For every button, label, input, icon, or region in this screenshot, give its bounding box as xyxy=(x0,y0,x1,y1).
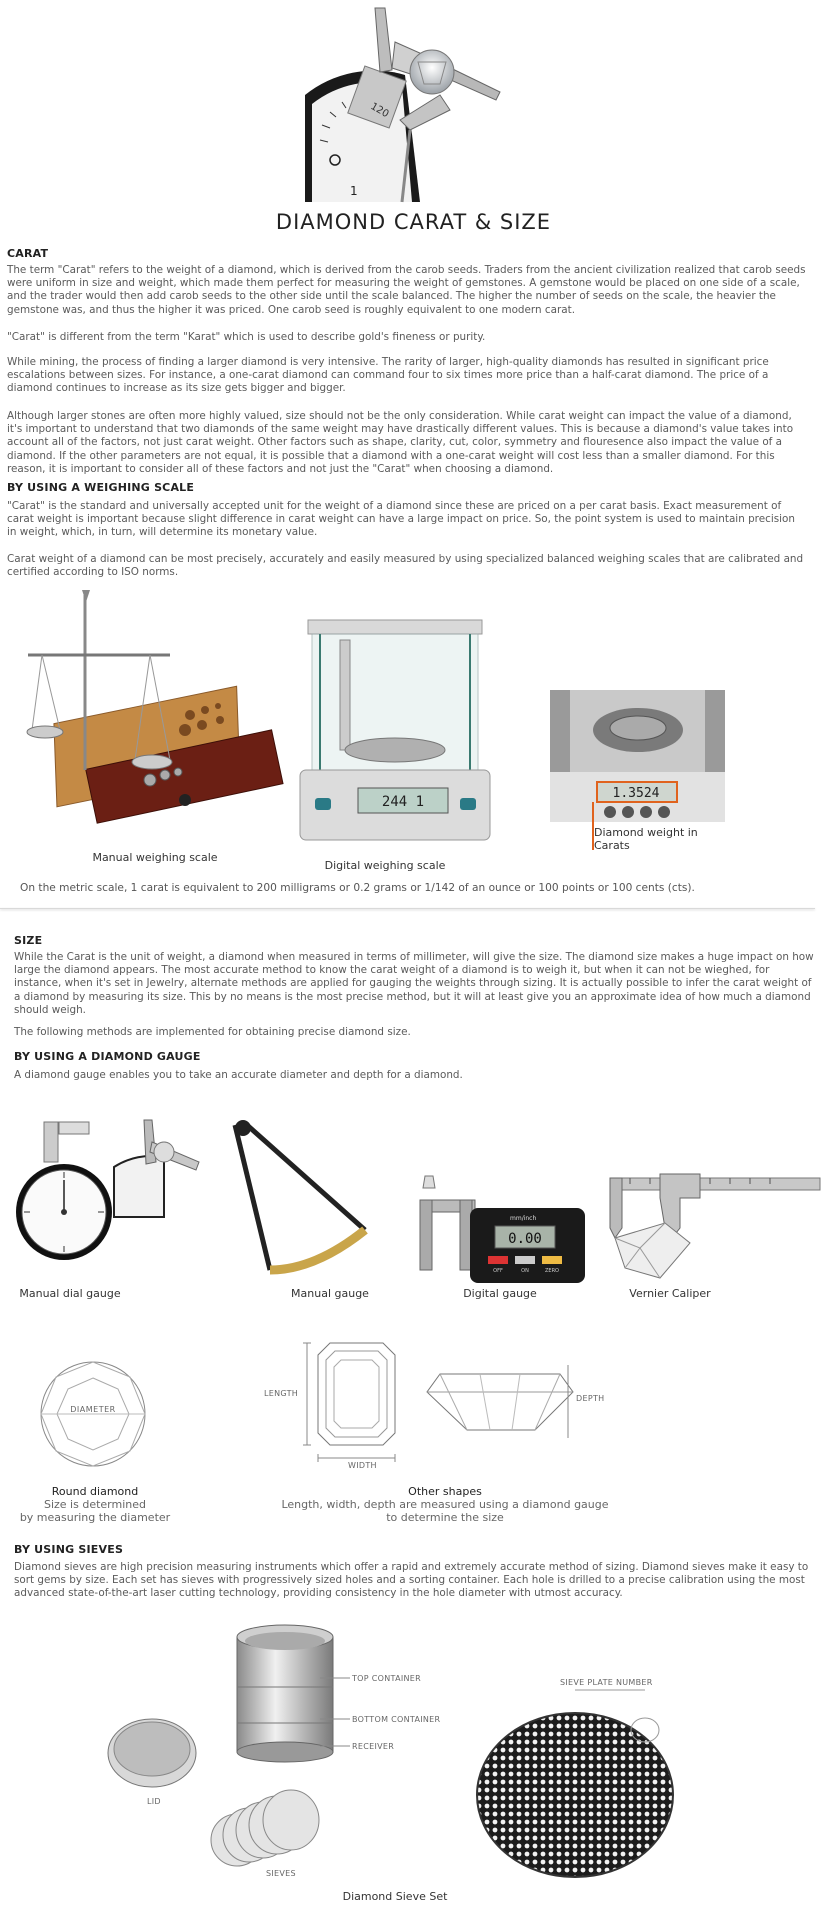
digital-gauge-unit: mm/inch xyxy=(510,1215,537,1222)
carat-paragraph-origin: The term "Carat" refers to the weight of a diamond, which is derived from the carob seeds. Traders from the ancient civilization realized that carob seeds were uniform in size and weight, which made them perfect for measuring the weight of gemstones. A gemstone would be placed on one side of a scale, and the trader would then add carob seeds to the other side until the scale balanced. The higher the number of seeds on the scale, the heavier the gemstone was, and thus the higher it was priced. One carob seed is roughly equivalent to one modern carat. xyxy=(7,264,806,316)
weighing-paragraph-iso: Carat weight of a diamond can be most precisely, accurately and easily measured by using specialized balanced weighing scales that are calibrated and certified according to ISO norms. xyxy=(7,553,804,579)
other-shapes-title: Other shapes xyxy=(408,1485,482,1498)
carat-weight-caption-line2: Carats xyxy=(594,839,630,852)
digital-gauge-caption: Digital gauge xyxy=(463,1287,537,1300)
sieve-plate-image xyxy=(475,1690,675,1880)
weighing-scale-heading: BY USING A WEIGHING SCALE xyxy=(7,481,195,494)
carat-weight-caption-line1: Diamond weight in xyxy=(594,826,698,839)
sieves-paragraph: Diamond sieves are high precision measuring instruments which offer a rapid and extremely accurate method of sizing. Diamond sieves make it easy to sort gems by size. Each set has sieves with progressively sized holes and a sorting container. Each hole is drilled to a precise calibration using the most advanced state-of-the-art laser cutting technology, providing consistency in the hole diameter with utmost accuracy. xyxy=(14,1561,809,1600)
section-divider xyxy=(0,908,815,909)
sieves-heading: BY USING SIEVES xyxy=(14,1543,124,1556)
digital-gauge-zero: ZERO xyxy=(545,1268,559,1274)
carat-paragraph-value: Although larger stones are often more highly valued, size should not be the only consideration. While carat weight can impact the value of a diamond, it's important to understand that two diamonds of the same weight may have drastically different values. This is because a diamond's value takes into account all of the factors, not just carat weight. Other factors such as shape, clarity, cut, color, symmetry and flouresence also impact the value of a diamond. If the other parameters are not equal, it is possible that a diamond with a one-carat weight will cost less than a smaller diamond. For this reason, it is important to consider all of these factors and not just the "Carat" when choosing a diamond. xyxy=(7,410,794,475)
carat-paragraph-karat: "Carat" is different from the term "Karat" which is used to describe gold's fineness or purity. xyxy=(7,331,486,343)
vernier-caliper-caption: Vernier Caliper xyxy=(629,1287,711,1300)
depth-label: DEPTH xyxy=(576,1394,605,1403)
size-paragraph-methods: The following methods are implemented for obtaining precise diamond size. xyxy=(14,1026,411,1038)
metric-equivalence-note: On the metric scale, 1 carat is equivalent to 200 milligrams or 0.2 grams or 1/142 of an ounce or 100 points or 100 cents (cts). xyxy=(20,882,695,894)
other-shapes-line1: Length, width, depth are measured using a diamond gauge xyxy=(281,1498,609,1511)
digital-weighing-scale-image xyxy=(300,620,490,850)
bottom-container-label: BOTTOM CONTAINER xyxy=(352,1715,441,1724)
size-paragraph-intro: While the Carat is the unit of weight, a diamond when measured in terms of millimeter, will give the size. The diamond size makes a huge impact on how large the diamond appears. The most accurate method to know the carat weight of a diamond is to weigh it, but when it can not be wieghed, for instance, when it's set in Jewelry, alternate methods are applied for gauging the weights through sizing. It is actually possible to infer the carat weight of a diamond by measuring its size. This by no means is the most precise method, but it will at least give you an approximate idea of how much a diamond should weigh. xyxy=(14,951,814,1016)
sieve-plate-number-label: SIEVE PLATE NUMBER xyxy=(560,1678,653,1687)
other-shapes-line2: to determine the size xyxy=(386,1511,504,1524)
weighing-paragraph-standard: "Carat" is the standard and universally accepted unit for the weight of a diamond since these are priced on a per carat basis. Exact measurement of carat weight is important because slight difference in carat weight can have a large impact on price. So, the point system is used to maintain precision in weight, which, in turn, will determine its monetary value. xyxy=(7,500,795,539)
sieves-label: SIEVES xyxy=(266,1869,296,1878)
vernier-caliper-image xyxy=(600,1168,820,1288)
digital-gauge-on: ON xyxy=(521,1268,529,1274)
round-diamond-diagram xyxy=(35,1356,155,1476)
carat-weight-caption xyxy=(594,826,698,852)
length-label: LENGTH xyxy=(264,1389,299,1398)
lid-label: LID xyxy=(147,1797,161,1806)
receiver-label: RECEIVER xyxy=(352,1742,395,1751)
carat-display-value: 1.3524 xyxy=(612,786,660,801)
top-container-label: TOP CONTAINER xyxy=(352,1674,422,1683)
round-diamond-line2: by measuring the diameter xyxy=(19,1511,171,1524)
manual-weighing-scale-image xyxy=(20,590,270,850)
diamond-gauge-heading: BY USING A DIAMOND GAUGE xyxy=(14,1050,201,1063)
width-label: WIDTH xyxy=(348,1461,377,1470)
digital-weighing-scale-caption: Digital weighing scale xyxy=(324,859,446,872)
svg-text:1: 1 xyxy=(350,184,358,198)
manual-dial-gauge-caption: Manual dial gauge xyxy=(19,1287,121,1300)
round-diamond-line1: Size is determined xyxy=(43,1498,146,1511)
sieve-lid-image xyxy=(105,1715,200,1795)
round-diamond-title: Round diamond xyxy=(51,1485,139,1498)
carat-heading: CARAT xyxy=(7,247,49,260)
carat-scale-display-image xyxy=(550,690,725,822)
size-heading: SIZE xyxy=(14,934,43,947)
page-title: DIAMOND CARAT & SIZE xyxy=(275,210,552,234)
digital-gauge-off: OFF xyxy=(493,1268,503,1274)
diameter-label: DIAMETER xyxy=(70,1405,116,1414)
emerald-cut-top-diagram xyxy=(305,1340,415,1475)
manual-weighing-scale-caption: Manual weighing scale xyxy=(92,851,218,864)
digital-gauge-display: 0.00 xyxy=(508,1231,542,1247)
other-shapes-caption xyxy=(260,1485,630,1524)
hero-dial-gauge-image xyxy=(0,0,827,205)
diamond-gauge-paragraph: A diamond gauge enables you to take an accurate diameter and depth for a diamond. xyxy=(14,1069,463,1081)
sieve-plates-image xyxy=(205,1780,325,1870)
manual-dial-gauge-image xyxy=(14,1112,214,1282)
diamond-sieve-set-caption: Diamond Sieve Set xyxy=(342,1890,448,1903)
manual-gauge-image xyxy=(225,1120,375,1290)
sieve-leader-lines xyxy=(320,1670,350,1750)
emerald-cut-side-diagram xyxy=(425,1370,605,1440)
round-diamond-caption xyxy=(0,1485,190,1524)
manual-gauge-caption: Manual gauge xyxy=(291,1287,369,1300)
digital-scale-display: 244 1 xyxy=(381,794,425,810)
svg-text:120: 120 xyxy=(368,101,391,121)
carat-paragraph-mining: While mining, the process of finding a larger diamond is very intensive. The rarity of larger, high-quality diamonds has resulted in significant price escalations between sizes. For instance, a one-carat diamond can command four to six times more price than a half-carat diamond. The price of a diamond continues to increase as its size gets bigger and bigger. xyxy=(7,356,769,395)
